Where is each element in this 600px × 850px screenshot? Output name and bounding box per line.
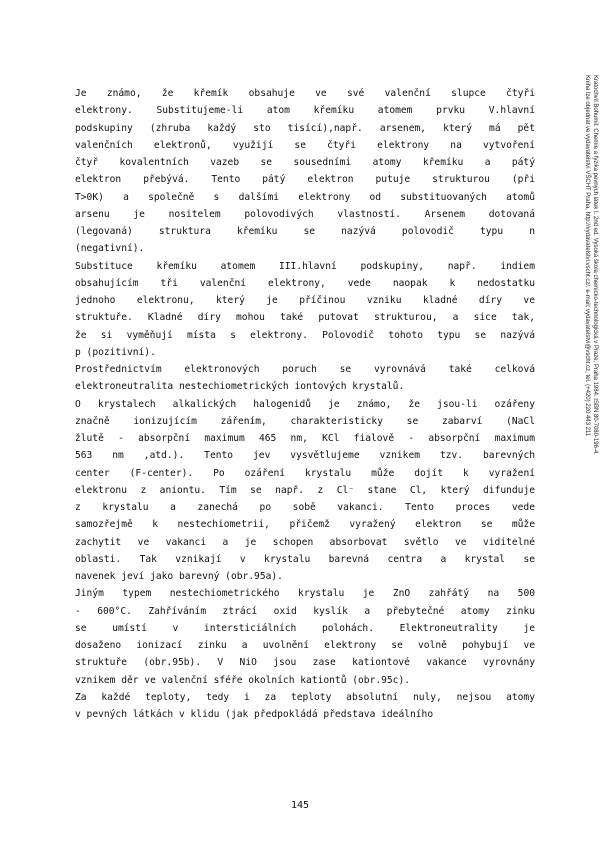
text-line: p (pozitivní). (75, 346, 156, 358)
text-line: Prostřednictvím elektronových poruch se vyrovnává také celková (75, 364, 535, 375)
text-line: - 600°C. Zahříváním ztrácí oxid kyslík a přebytečné atomy zinku (75, 605, 535, 617)
text-line: žlutě - absorpční maximum 465 nm, KCl fialově - absorpční maximum (75, 433, 535, 444)
text-line: v pevných látkách v klidu (jak předpokládá představa ideálního (75, 709, 434, 720)
text-line: z krystalu a zanechá po sobě vakanci. Tento proces vede (75, 502, 535, 513)
text-line: zachytit ve vakanci a je schopen absorbovat světlo ve viditelné (75, 536, 535, 548)
text-line: vznikem děr ve valenční sféře okolních kationtů (obr.95c). (75, 674, 411, 686)
side-citation-line-2: Kniha lze objednat ve vydavatelství VŠCHT Praha, http://vydavatelstvi.vscht.cz/, e-mail: vydavatelstvi@vscht.cz, tel. (+420) 220 443 211 (584, 75, 590, 437)
text-line: Jiným typem nestechiometrického krystalu je ZnO zahřátý na 500 (75, 588, 535, 600)
text-line: T>0K) a společně s dalšími elektrony od substituovaných atomů (75, 191, 535, 203)
text-line: čtyř kovalentních vazeb se sousedními atomy křemíku a pátý (75, 157, 535, 168)
text-line: elektroneutralita nestechiometrických iontových krystalů. (75, 381, 405, 393)
text-line: podskupiny (zhruba každý sto tisící),např. arsenem, který má pět (75, 122, 535, 134)
text-line: valenčních elektronů, využijí se čtyři elektrony na vytvoření (75, 139, 535, 151)
text-line: navenek jeví jako barevný (obr.95a). (75, 571, 283, 582)
text-line: arsenu je nositelem polovodivých vlastností. Arsenem dotovaná (75, 208, 535, 220)
page-number: 145 (290, 800, 310, 811)
text-line: Substituce křemíku atomem III.hlavní podskupiny, např. indiem (75, 260, 535, 272)
text-line: se umístí v intersticiálních polohách. Elektroneutrality je (75, 622, 535, 634)
text-line: elektronu z aniontu. Tím se např. z Cl⁻ stane Cl, který difunduje (75, 484, 535, 496)
text-line: center (F-center). Po ozáření krystalu může dojít k vyražení (75, 467, 535, 479)
side-citation-line-1: Kratochvíl Bohumil: Chemie a fyzika pevných látek I. 2nd ed. Vysoká škola chemicko-technologická v Praze, Praha 1984. ISBN 80-7080-196-4. (592, 75, 598, 455)
text-line: 563 nm ,atd.). Tento jev vysvětlujeme vznikem tzv. barevných (75, 450, 535, 462)
body-text (75, 85, 535, 723)
text-line: značně ionizujícím zářením, charakteristicky se zabarví (NaCl (75, 415, 535, 427)
text-line: samozřejmě k nestechiometrii, přičemž vyražený elektron se může (75, 519, 535, 531)
text-line: obsahujícím tři valenční elektrony, vede naopak k nedostatku (75, 277, 535, 289)
text-line: O krystalech alkalických halogenidů je známo, že jsou-li ozářeny (75, 398, 535, 410)
side-citation-note (573, 75, 600, 635)
text-line: dosaženo ionizací zinku a uvolnění elektrony se volně pohybují ve (75, 640, 535, 651)
text-line: (legovaná) struktura křemíku se nazývá polovodič typu n (75, 226, 535, 237)
text-line: oblasti. Tak vznikají v krystalu barevná centra a krystal se (75, 553, 535, 565)
text-line: elektrony. Substitujeme-li atom křemíku atomem prvku V.hlavní (75, 105, 535, 117)
text-line: jednoho elektronu, který je příčinou vzniku kladné díry ve (75, 295, 535, 306)
text-line: Za každé teploty, tedy i za teploty absolutní nuly, nejsou atomy (75, 691, 535, 703)
text-line: (negativní). (75, 243, 145, 255)
text-line: struktuře (obr.95b). V NiO jsou zase kationtové vakance vyrovnány (75, 657, 535, 669)
text-line: struktuře. Kladné díry mohou také putovat strukturou, a sice tak, (75, 312, 535, 324)
text-line: že si vyměňují místa s elektrony. Polovodič tohoto typu se nazývá (75, 329, 535, 341)
text-line: Je známo, že křemík obsahuje ve své valenční slupce čtyři (75, 88, 535, 99)
text-line: elektron přebývá. Tento pátý elektron putuje strukturou (při (75, 174, 535, 186)
